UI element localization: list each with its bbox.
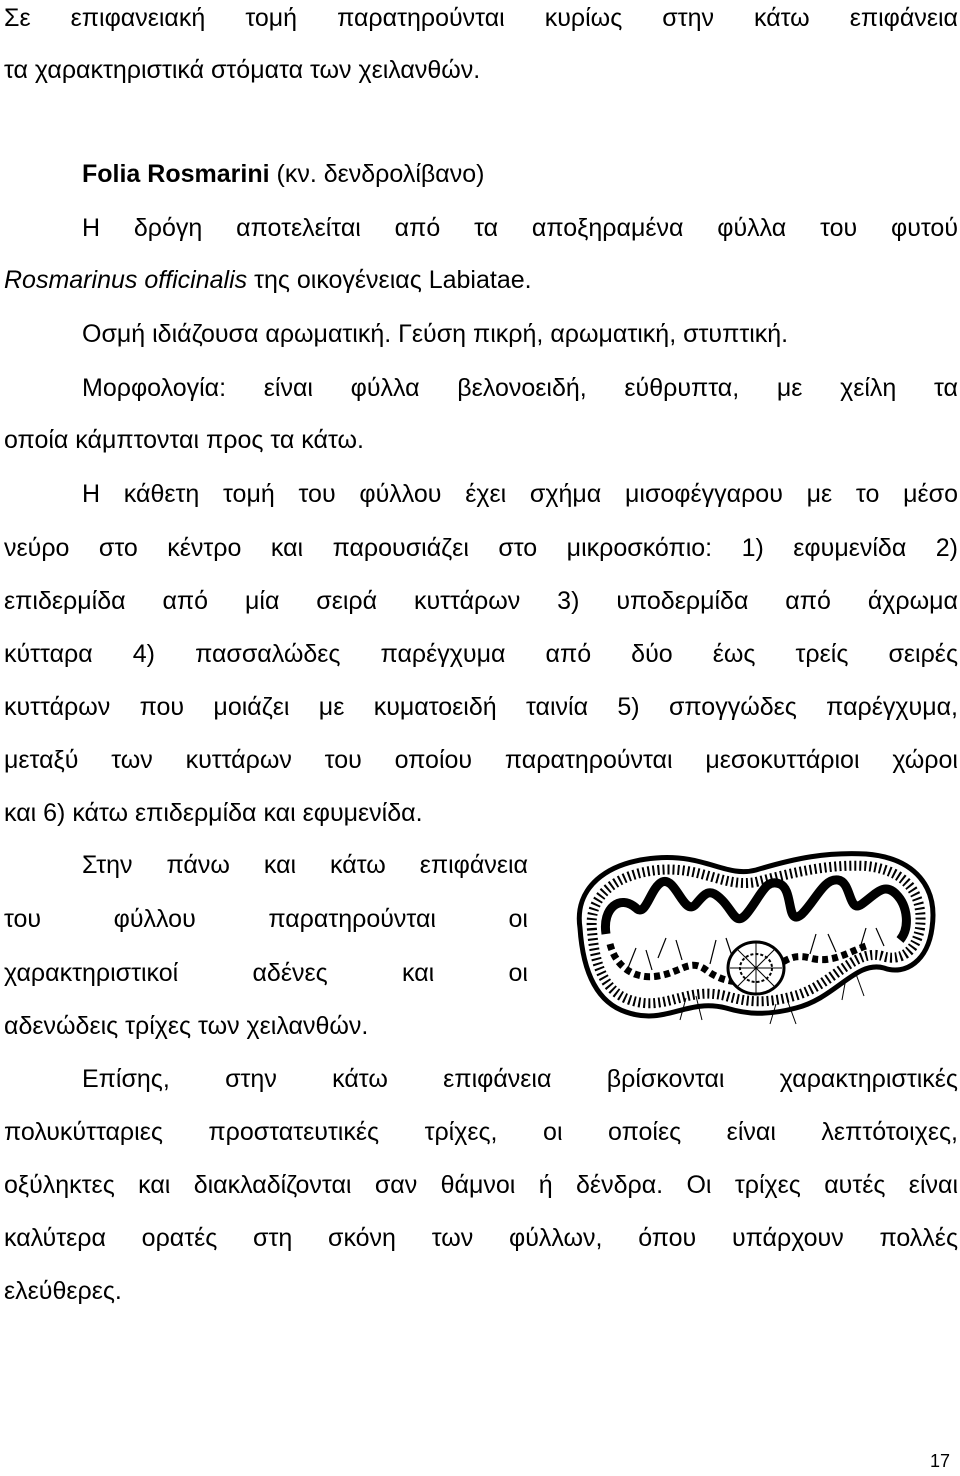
text-line: νεύρο στο κέντρο και παρουσιάζει στο μικροσκόπιο: 1) εφυμενίδα 2) (4, 534, 958, 562)
text-line: κύτταρα 4) πασσαλώδες παρέγχυμα από δύο έως τρείς σειρές (4, 640, 958, 668)
heading-latin-name: Folia Rosmarini (82, 160, 270, 188)
text-line: ελεύθερες. (4, 1277, 122, 1305)
text-line: οξύληκτες και διακλαδίζονται σαν θάμνοι ή δένδρα. Οι τρίχες αυτές είναι (4, 1171, 958, 1199)
text-line: οποία κάμπτονται προς τα κάτω. (4, 426, 364, 454)
leaf-cross-section-figure (566, 848, 944, 1032)
text-line: χαρακτηριστικοί αδένες και οι (4, 959, 528, 987)
text-line: του φύλλου παρατηρούνται οι (4, 905, 528, 933)
text-line: Σε επιφανειακή τομή παρατηρούνται κυρίως στην κάτω επιφάνεια (4, 4, 958, 32)
text-line: Η κάθετη τομή του φύλλου έχει σχήμα μισοφέγγαρου με το μέσο (82, 480, 958, 508)
text-line: αδενώδεις τρίχες των χειλανθών. (4, 1012, 369, 1040)
leaf-cross-section-icon (566, 848, 944, 1032)
section-heading (82, 158, 958, 190)
text-line: επιδερμίδα από μία σειρά κυττάρων 3) υποδερμίδα από άχρωμα (4, 587, 958, 615)
text-line: καλύτερα ορατές στη σκόνη των φύλλων, όπου υπάρχουν πολλές (4, 1224, 958, 1252)
text-line: κυττάρων που μοιάζει με κυματοειδή ταινία 5) σπογγώδες παρέγχυμα, (4, 693, 958, 721)
text-line: Επίσης, στην κάτω επιφάνεια βρίσκονται χαρακτηριστικές (82, 1065, 958, 1093)
heading-common-name: (κν. δενδρολίβανο) (269, 160, 485, 188)
text-line: και 6) κάτω επιδερμίδα και εφυμενίδα. (4, 799, 423, 827)
text-line: μεταξύ των κυττάρων του οποίου παρατηρούνται μεσοκυττάριοι χώροι (4, 746, 958, 774)
text-line: τα χαρακτηριστικά στόματα των χειλανθών. (4, 56, 481, 84)
text-line: Οσμή ιδιάζουσα αρωματική. Γεύση πικρή, αρωματική, στυπτική. (82, 320, 789, 348)
text-line: Στην πάνω και κάτω επιφάνεια (82, 851, 528, 879)
text-line (4, 264, 958, 296)
text-fragment: της οικογένειας Labiatae. (247, 266, 532, 294)
species-name: Rosmarinus officinalis (4, 266, 248, 294)
text-line: Μορφολογία: είναι φύλλα βελονοειδή, εύθρυπτα, με χείλη τα (82, 374, 958, 402)
text-line: Η δρόγη αποτελείται από τα αποξηραμένα φύλλα του φυτού (82, 214, 958, 242)
text-line: πολυκύτταριες προστατευτικές τρίχες, οι οποίες είναι λεπτότοιχες, (4, 1118, 958, 1146)
page-number: 17 (930, 1451, 951, 1471)
